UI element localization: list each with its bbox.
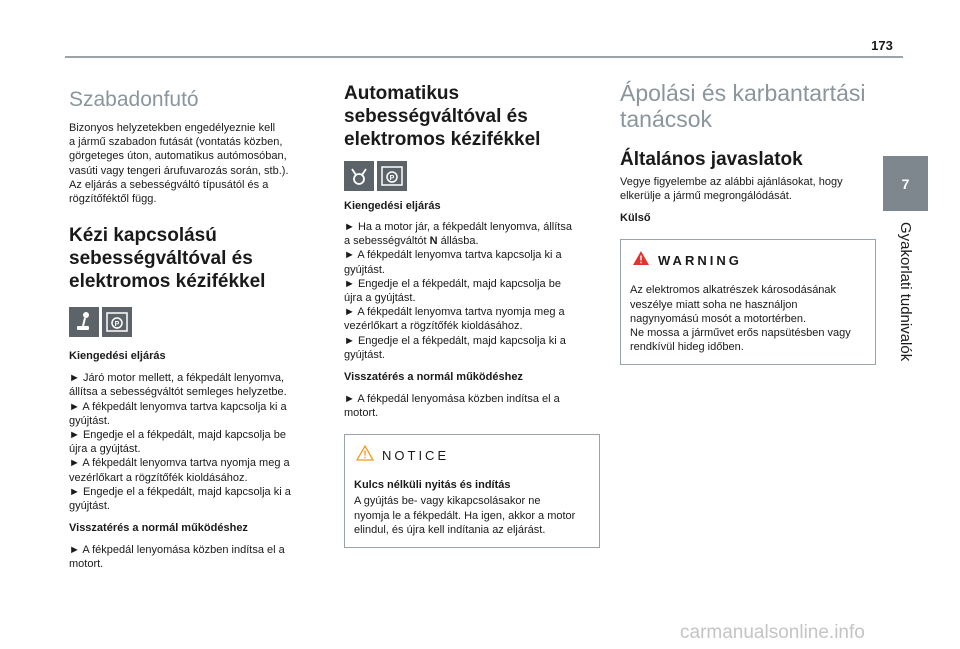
auto-release-steps bbox=[344, 220, 600, 362]
auto-gearbox-heading: Automatikus sebességváltóval és elektromos kézifékkel bbox=[344, 83, 541, 150]
column-right bbox=[620, 82, 882, 365]
chapter-label bbox=[883, 214, 928, 369]
neutral-gear-letter: N bbox=[429, 235, 438, 248]
warning-box bbox=[620, 239, 876, 365]
auto-return-subheading: Visszatérés a normál működéshez bbox=[344, 371, 523, 384]
top-rule bbox=[65, 56, 903, 58]
svg-text:P: P bbox=[114, 321, 120, 329]
auto-gear-selector-icon bbox=[344, 161, 374, 191]
column-middle bbox=[344, 82, 600, 548]
chapter-label-text: Gyakorlati tudnivalók bbox=[897, 221, 914, 362]
auto-steps-part-a: ► Ha a motor jár, a fékpedált lenyomva, állítsa a sebességváltót bbox=[344, 221, 572, 248]
manual-release-subheading: Kiengedési eljárás bbox=[69, 350, 166, 363]
manual-icons bbox=[69, 307, 314, 337]
notice-triangle-icon bbox=[356, 445, 374, 466]
manual-return-text: ► A fékpedál lenyomása közben indítsa el a motort. bbox=[69, 544, 285, 571]
auto-return-text: ► A fékpedál lenyomása közben indítsa el a motort. bbox=[344, 393, 560, 420]
section-title-freewheel: Szabadonfutó bbox=[69, 88, 199, 111]
parking-brake-icon bbox=[377, 161, 407, 191]
notice-title: NOTICE bbox=[382, 448, 450, 464]
manual-gearbox-heading: Kézi kapcsolású sebességváltóval és elektromos kézifékkel bbox=[69, 225, 266, 293]
auto-icons bbox=[344, 161, 600, 191]
warning-text: Az elektromos alkatrészek károsodásának veszélye miatt soha ne használjon nagynyomású mosót a motortérben. Ne mossa a járművet erős napsütésben vagy rendkívül hideg időben. bbox=[630, 284, 851, 354]
parking-brake-icon bbox=[102, 307, 132, 337]
notice-box bbox=[344, 434, 600, 548]
warning-title: WARNING bbox=[658, 253, 742, 269]
svg-text:P: P bbox=[389, 175, 395, 182]
manual-release-steps: ► Járó motor mellett, a fékpedált lenyomva, állítsa a sebességváltót semleges helyzetbe. ► A fékpedált lenyomva tartva kapcsolja ki a gyújtást. ► Engedje el a fékpedált, majd kapcsolja be újra a gyújtást. ► A fékpedált lenyomva tartva nyomja meg a vezérlőkart a rögzítőfék kioldásához. ► Engedje el a fékpedált, majd kapcsolja ki a gyújtást. bbox=[69, 372, 291, 513]
page-number: 173 bbox=[871, 38, 893, 53]
general-advice-intro: Vegye figyelembe az alábbi ajánlásokat, hogy elkerülje a jármű megrongálódását. bbox=[620, 176, 843, 203]
care-maintenance-title: Ápolási és karbantartási tanácsok bbox=[620, 80, 866, 132]
freewheel-intro: Bizonyos helyzetekben engedélyeznie kell a jármű szabadon futását (vontatás közben, görgeteges úton, automatikus autómosóban, vasúti vagy tengeri árufuvarozás során, stb.). Az eljárás a sebességváltó típusától és a rögzítőféktől függ. bbox=[69, 122, 289, 206]
auto-release-subheading: Kiengedési eljárás bbox=[344, 200, 441, 212]
manual-return-subheading: Visszatérés a normál működéshez bbox=[69, 522, 248, 535]
notice-text: A gyújtás be- vagy kikapcsolásakor ne nyomja le a fékpedált. Ha igen, akkor a motor elindul, és újra kell indítania az eljárást. bbox=[354, 495, 576, 536]
watermark: carmanualsonline.info bbox=[680, 622, 865, 643]
general-advice-heading: Általános javaslatok bbox=[620, 149, 803, 170]
exterior-subheading: Külső bbox=[620, 212, 651, 225]
gear-lever-icon bbox=[69, 307, 99, 337]
chapter-tab[interactable]: 7 bbox=[883, 156, 928, 211]
warning-triangle-icon bbox=[632, 250, 650, 271]
notice-subtitle: Kulcs nélküli nyitás és indítás bbox=[354, 479, 511, 492]
auto-steps-part-b: állásba. ► A fékpedált lenyomva tartva kapcsolja ki a gyújtást. ► Engedje el a fékpedált, majd kapcsolja be újra a gyújtást. ► A fékpedált lenyomva tartva nyomja meg a vezérlőkart a rögzítőfék kioldásához. ► Engedje el a fékpedált, majd kapcsolja ki a gyújtást. bbox=[344, 235, 566, 361]
column-left bbox=[69, 82, 314, 572]
